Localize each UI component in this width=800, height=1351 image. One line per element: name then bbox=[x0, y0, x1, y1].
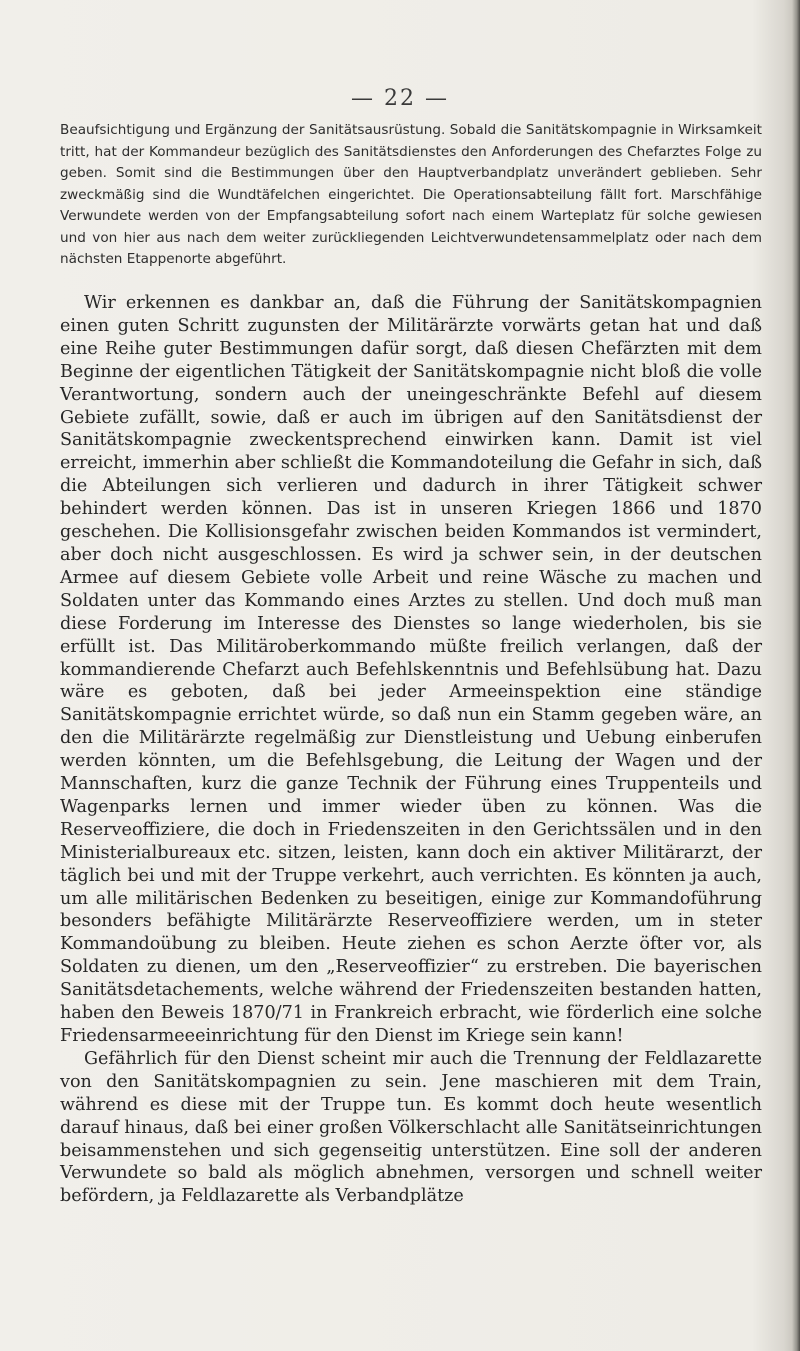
body-text-block bbox=[60, 292, 762, 1208]
page-edge-shadow bbox=[792, 0, 800, 1351]
page-number: — 22 — bbox=[351, 86, 449, 111]
small-print-paragraph: Beaufsichtigung und Ergänzung der Sanitätsausrüstung. Sobald die Sanitätskompagnie in Wirksamkeit tritt, hat der Kommandeur bezüglich des Sanitätsdienstes den Anforderungen des Chefarztes Folge zu geben. Somit sind die Bestimmungen über den Hauptverbandplatz unverändert geblieben. Sehr zweckmäßig sind die Wundtäfelchen eingerichtet. Die Operationsabteilung fällt fort. Marschfähige Verwundete werden von der Empfangsabteilung sofort nach einem Warteplatz für solche gewiesen und von hier aus nach dem weiter zurückliegenden Leichtverwundetensammelplatz oder nach dem nächsten Etappenorte abgeführt. bbox=[60, 122, 762, 267]
small-print-block bbox=[60, 120, 762, 271]
body-paragraph-1: Wir erkennen es dankbar an, daß die Führung der Sanitätskompagnien einen guten Schritt zugunsten der Militärärzte vorwärts getan hat und daß eine Reihe guter Bestimmungen dafür sorgt, daß diesen Chefärzten mit dem Beginne der eigentlichen Tätigkeit der Sanitätskompagnie nicht bloß die volle Verantwortung, sondern auch der uneingeschränkte Befehl auf diesem Gebiete zufällt, sowie, daß er auch im übrigen auf den Sanitätsdienst der Sanitätskompagnie zweckentsprechend einwirken kann. Damit ist viel erreicht, immerhin aber schließt die Kommandoteilung die Gefahr in sich, daß die Abteilungen sich verlieren und dadurch in ihrer Tätigkeit schwer behindert werden können. Das ist in unseren Kriegen 1866 und 1870 geschehen. Die Kollisionsgefahr zwischen beiden Kommandos ist vermindert, aber doch nicht ausgeschlossen. Es wird ja schwer sein, in der deutschen Armee auf diesem Gebiete volle Arbeit und reine Wäsche zu machen und Soldaten unter das Kommando eines Arztes zu stellen. Und doch muß man diese Forderung im Interesse des Dienstes so lange wiederholen, bis sie erfüllt ist. Das Militäroberkommando müßte freilich verlangen, daß der kommandierende Chefarzt auch Befehlskenntnis und Befehlsübung hat. Dazu wäre es geboten, daß bei jeder Armeeinspektion eine ständige Sanitätskompagnie errichtet würde, so daß nun ein Stamm gegeben wäre, an den die Militärärzte regelmäßig zur Dienstleistung und Uebung einberufen werden könnten, um die Befehlsgebung, die Leitung der Wagen und der Mannschaften, kurz die ganze Technik der Führung eines Truppenteils und Wagenparks lernen und immer wieder üben zu können. Was die Reserveoffiziere, die doch in Friedenszeiten in den Gerichtssälen und in den Ministerialbureaux etc. sitzen, leisten, kann doch ein aktiver Militärarzt, der täglich bei und mit der Truppe verkehrt, auch verrichten. Es könnten ja auch, um alle militärischen Bedenken zu beseitigen, einige zur Kommandoführung besonders befähigte Militärärzte Reserveoffiziere werden, um in steter Kommandoübung zu bleiben. Heute ziehen es schon Aerzte öfter vor, als Soldaten zu dienen, um den „Reserveoffizier“ zu erstreben. Die bayerischen Sanitätsdetachements, welche während der Friedenszeiten bestanden hatten, haben den Beweis 1870/71 in Frankreich erbracht, wie förderlich eine solche Friedensarmeeeinrichtung für den Dienst im Kriege sein kann! bbox=[60, 293, 762, 1046]
body-paragraph-2: Gefährlich für den Dienst scheint mir auch die Trennung der Feldlazarette von den Sanitätskompagnien zu sein. Jene maschieren mit dem Train, während es diese mit der Truppe tun. Es kommt doch heute wesentlich darauf hinaus, daß bei einer großen Völkerschlacht alle Sanitätseinrichtungen beisammenstehen und sich gegenseitig unterstützen. Eine soll der anderen Verwundete so bald als möglich abnehmen, versorgen und schnell weiter befördern, ja Feldlazarette als Verbandplätze bbox=[60, 1048, 762, 1207]
